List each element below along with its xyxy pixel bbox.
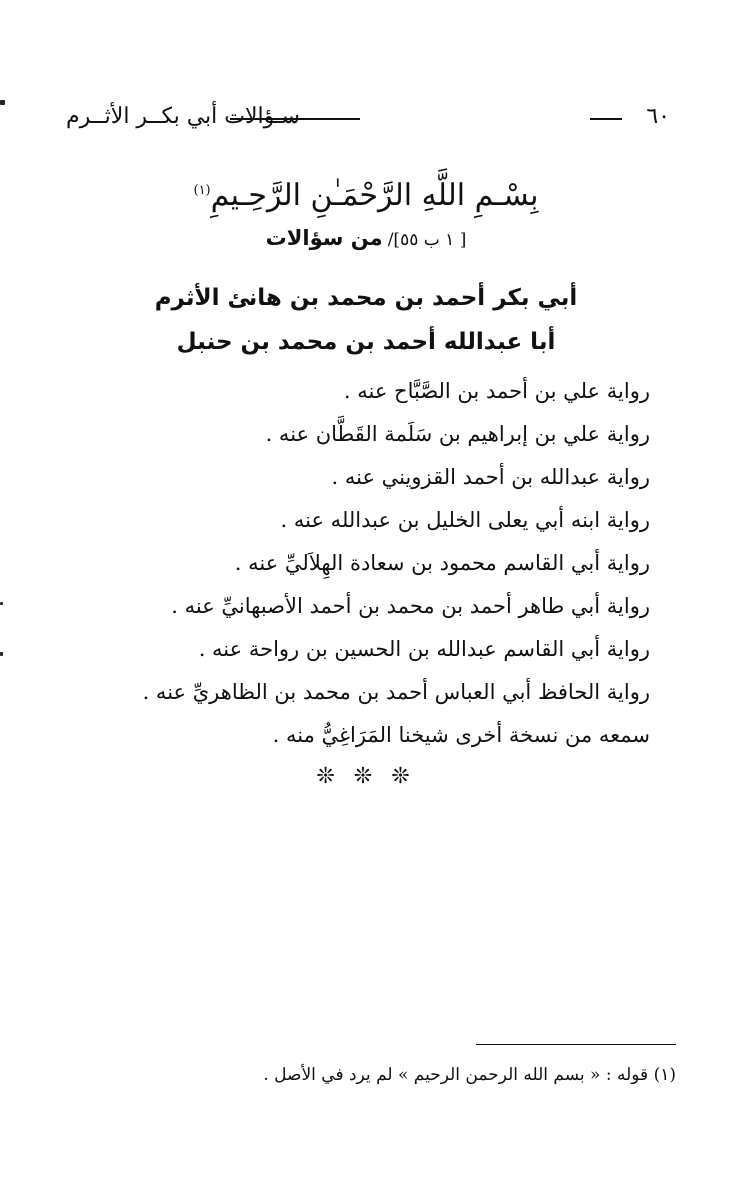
narration-item: رواية علي بن إبراهيم بن سَلَمة القَطَّان عنه . [265, 422, 650, 446]
manuscript-folio-reference: [ ١ ب ٥٥]/ [387, 230, 467, 250]
footnote: (١) قوله : « بسم الله الرحمن الرحيم » لم يرد في الأصل . [263, 1065, 676, 1085]
basmala [0, 168, 732, 219]
narration-item: رواية ابنه أبي يعلى الخليل بن عبدالله عنه . [280, 508, 650, 532]
section-heading: من سؤالات [265, 226, 383, 250]
narration-item: رواية الحافظ أبي العباس أحمد بن محمد بن الظاهريِّ عنه . [142, 680, 650, 704]
running-title: سـؤالات أبي بكــر الأثــرم [66, 104, 300, 129]
narration-item: رواية أبي القاسم عبدالله بن الحسين بن رواحة عنه . [198, 637, 650, 661]
book-title-line-2: أبا عبدالله أحمد بن محمد بن حنبل [176, 329, 556, 355]
page-number: ٦٠ [646, 104, 670, 129]
narration-item: رواية عبدالله بن أحمد القزويني عنه . [331, 465, 650, 489]
section-separator: ❊ ❊ ❊ [316, 764, 416, 789]
running-header [60, 100, 670, 136]
narration-list [90, 370, 650, 757]
margin-mark [0, 652, 3, 656]
narration-item: سمعه من نسخة أخرى شيخنا المَرَاغِيُّ منه . [272, 723, 650, 747]
narration-item: رواية أبي القاسم محمود بن سعادة الهِلاَليِّ عنه . [234, 551, 650, 575]
narration-item: رواية أبي طاهر أحمد بن محمد بن أحمد الأصبهانيِّ عنه . [171, 594, 650, 618]
footnote-marker: (١) [193, 183, 211, 198]
margin-mark [0, 100, 5, 105]
manuscript-line [0, 226, 732, 250]
basmala-text: بِسْـمِ اللَّهِ الرَّحْمَـٰنِ الرَّحِـيمِ [210, 178, 539, 213]
narration-item: رواية علي بن أحمد بن الصَّبَّاح عنه . [343, 379, 650, 403]
margin-mark [0, 602, 3, 605]
header-rule [590, 118, 622, 120]
footnote-rule [476, 1044, 676, 1045]
book-title-line-1: أبي بكر أحمد بن محمد بن هانئ الأثرم [154, 285, 578, 311]
